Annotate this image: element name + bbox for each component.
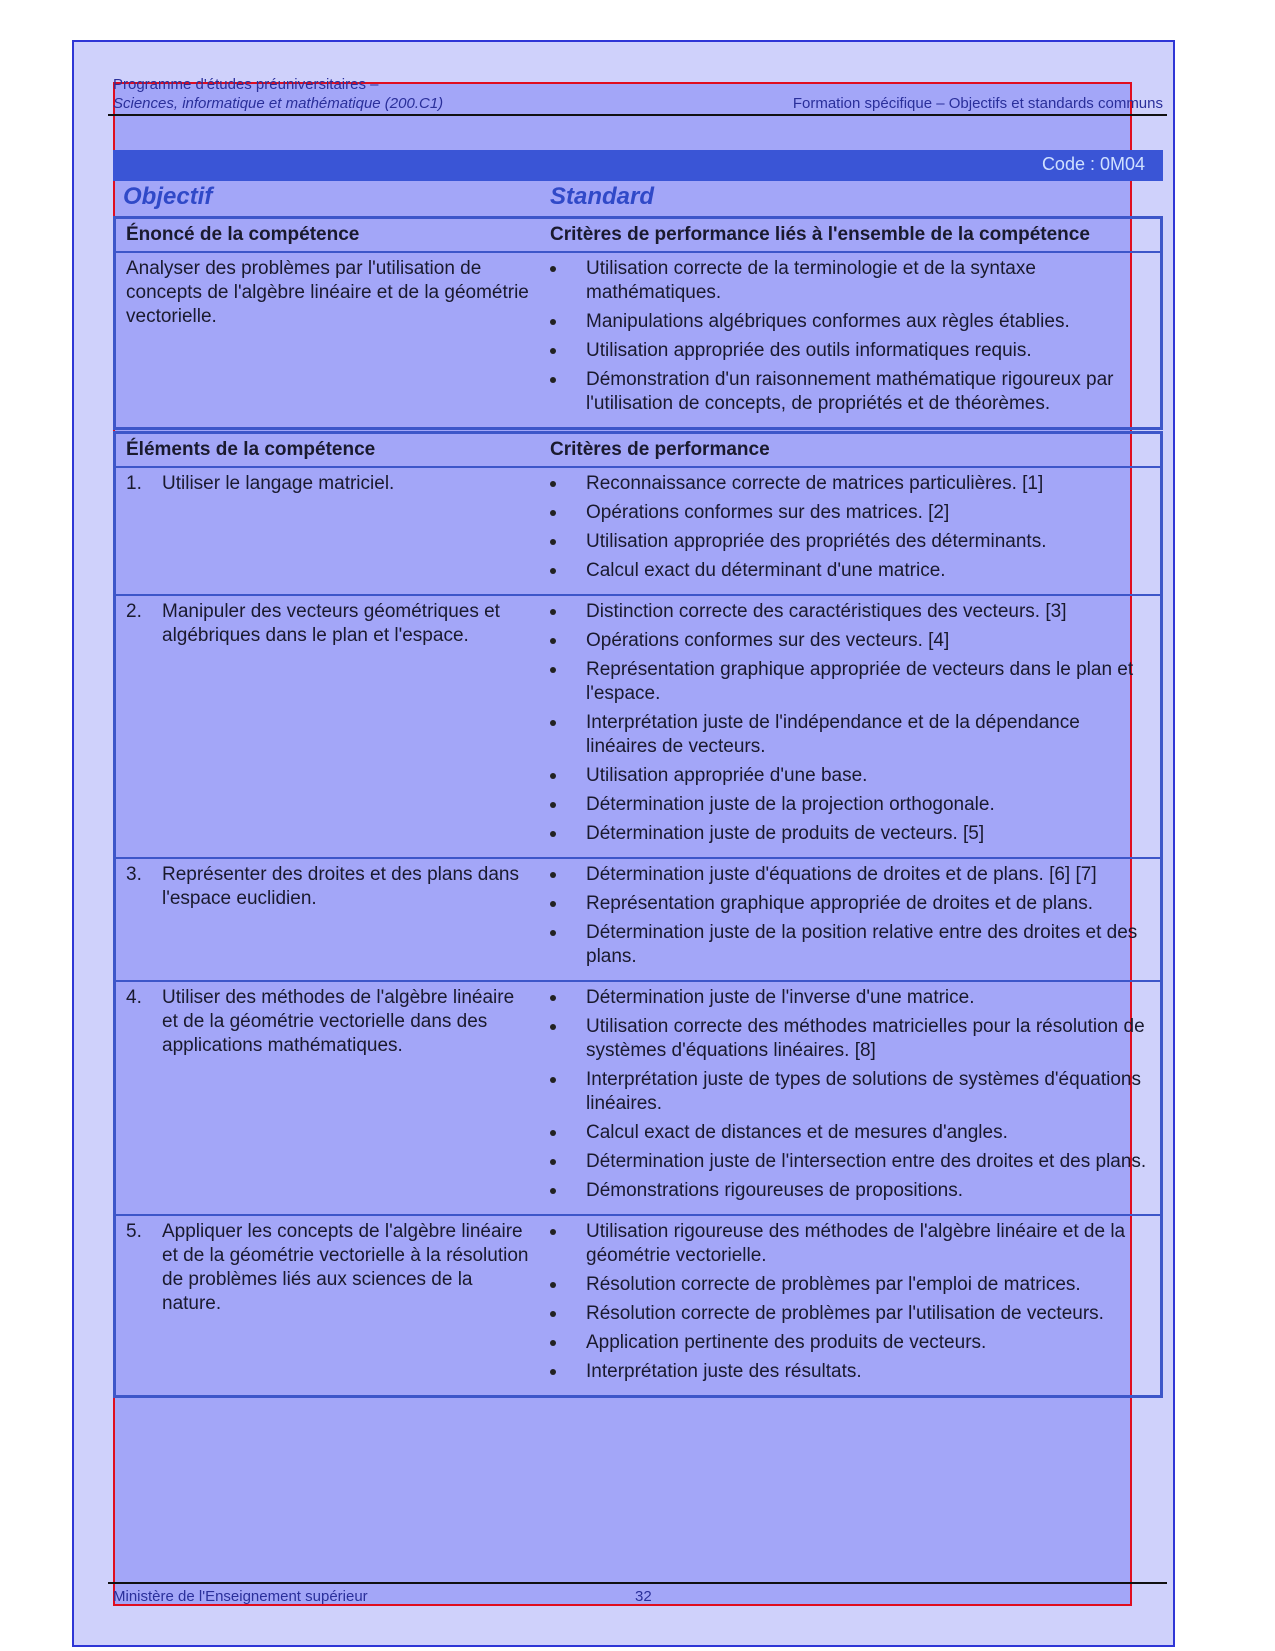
element-criterion: Détermination juste de la projection orthogonale.: [550, 793, 1150, 817]
competence-statement: Analyser des problèmes par l'utilisation de concepts de l'algèbre linéaire et de la géométrie vectorielle.: [126, 258, 529, 327]
element-criteria-list: [550, 600, 1150, 846]
competence-criterion: Manipulations algébriques conformes aux règles établies.: [550, 310, 1150, 334]
element-criterion: Détermination juste de l'intersection entre des droites et des plans.: [550, 1150, 1150, 1174]
competence-criterion: Démonstration d'un raisonnement mathématique rigoureux par l'utilisation de concepts, de propriétés et de théorèmes.: [550, 368, 1150, 416]
element-criterion: Détermination juste de produits de vecteurs. [5]: [550, 822, 1150, 846]
element-criterion: Détermination juste de l'inverse d'une matrice.: [550, 986, 1150, 1010]
element-row: [115, 595, 1162, 858]
element-row: [115, 1215, 1162, 1397]
header-program-sub: Sciences, informatique et mathématique (200.C1): [113, 95, 444, 112]
element-criterion: Utilisation correcte des méthodes matricielles pour la résolution de systèmes d'équations linéaires. [8]: [550, 1015, 1150, 1063]
element-criterion: Détermination juste de la position relative entre des droites et des plans.: [550, 921, 1150, 969]
code-bar: [113, 150, 1163, 181]
element-number: 5.: [126, 1221, 142, 1242]
element-text: Utiliser des méthodes de l'algèbre linéaire et de la géométrie vectorielle dans des applications mathématiques.: [162, 987, 515, 1056]
element-text: Utiliser le langage matriciel.: [162, 473, 395, 494]
element-row: [115, 981, 1162, 1215]
element-criterion: Interprétation juste de types de solutions de systèmes d'équations linéaires.: [550, 1068, 1150, 1116]
footer-page-number: 32: [635, 1588, 652, 1605]
element-number: 3.: [126, 864, 142, 885]
competence-left-header: Énoncé de la compétence: [115, 218, 541, 253]
objectif-title: Objectif: [123, 183, 213, 210]
element-criteria-list: [550, 986, 1150, 1203]
footer-rule: [108, 1582, 1167, 1584]
element-text: Appliquer les concepts de l'algèbre linéaire et de la géométrie vectorielle à la résolution de problèmes liés aux sciences de la nature.: [162, 1221, 529, 1314]
element-criterion: Représentation graphique appropriée de vecteurs dans le plan et l'espace.: [550, 658, 1150, 706]
element-criterion: Calcul exact du déterminant d'une matrice.: [550, 559, 1150, 583]
element-criterion: Distinction correcte des caractéristiques des vecteurs. [3]: [550, 600, 1150, 624]
element-text: Manipuler des vecteurs géométriques et algébriques dans le plan et l'espace.: [162, 601, 500, 646]
element-criterion: Calcul exact de distances et de mesures d'angles.: [550, 1121, 1150, 1145]
element-criterion: Opérations conformes sur des matrices. [2]: [550, 501, 1150, 525]
element-criterion: Application pertinente des produits de vecteurs.: [550, 1331, 1150, 1355]
element-number: 4.: [126, 987, 142, 1008]
elements-left-header: Éléments de la compétence: [115, 433, 541, 468]
element-number: 2.: [126, 601, 142, 622]
competence-criteria-list: [550, 257, 1150, 416]
element-criterion: Utilisation appropriée des propriétés des déterminants.: [550, 530, 1150, 554]
element-text: Représenter des droites et des plans dans l'espace euclidien.: [162, 864, 519, 909]
element-criterion: Interprétation juste de l'indépendance et de la dépendance linéaires de vecteurs.: [550, 711, 1150, 759]
element-criteria-list: [550, 1220, 1150, 1384]
competence-criterion: Utilisation appropriée des outils informatiques requis.: [550, 339, 1150, 363]
element-criterion: Démonstrations rigoureuses de propositions.: [550, 1179, 1150, 1203]
standard-title: Standard: [550, 183, 655, 210]
header-program: Programme d'études préuniversitaires –: [113, 76, 379, 93]
element-criterion: Opérations conformes sur des vecteurs. [4]: [550, 629, 1150, 653]
element-criterion: Représentation graphique appropriée de droites et de plans.: [550, 892, 1150, 916]
header-right: Formation spécifique – Objectifs et standards communs: [792, 95, 1163, 112]
element-criteria-list: [550, 472, 1150, 583]
element-criterion: Reconnaissance correcte de matrices particulières. [1]: [550, 472, 1150, 496]
element-row: [115, 858, 1162, 981]
element-criteria-list: [550, 863, 1150, 969]
element-criterion: Résolution correcte de problèmes par l'emploi de matrices.: [550, 1273, 1150, 1297]
element-criterion: Détermination juste d'équations de droites et de plans. [6] [7]: [550, 863, 1150, 887]
element-criterion: Interprétation juste des résultats.: [550, 1360, 1150, 1384]
element-criterion: Résolution correcte de problèmes par l'utilisation de vecteurs.: [550, 1302, 1150, 1326]
code-label: Code : 0M04: [1041, 154, 1145, 174]
footer-ministry: Ministère de l'Enseignement supérieur: [113, 1588, 368, 1605]
element-number: 1.: [126, 473, 142, 494]
competence-table: [113, 216, 1163, 430]
elements-table: [113, 431, 1163, 1398]
competence-right-header: Critères de performance liés à l'ensemble de la compétence: [540, 218, 1162, 253]
element-criterion: Utilisation appropriée d'une base.: [550, 764, 1150, 788]
elements-right-header: Critères de performance: [540, 433, 1162, 468]
competence-criterion: Utilisation correcte de la terminologie et de la syntaxe mathématiques.: [550, 257, 1150, 305]
element-criterion: Utilisation rigoureuse des méthodes de l'algèbre linéaire et de la géométrie vectorielle.: [550, 1220, 1150, 1268]
element-row: [115, 467, 1162, 595]
header-rule: [108, 114, 1167, 116]
